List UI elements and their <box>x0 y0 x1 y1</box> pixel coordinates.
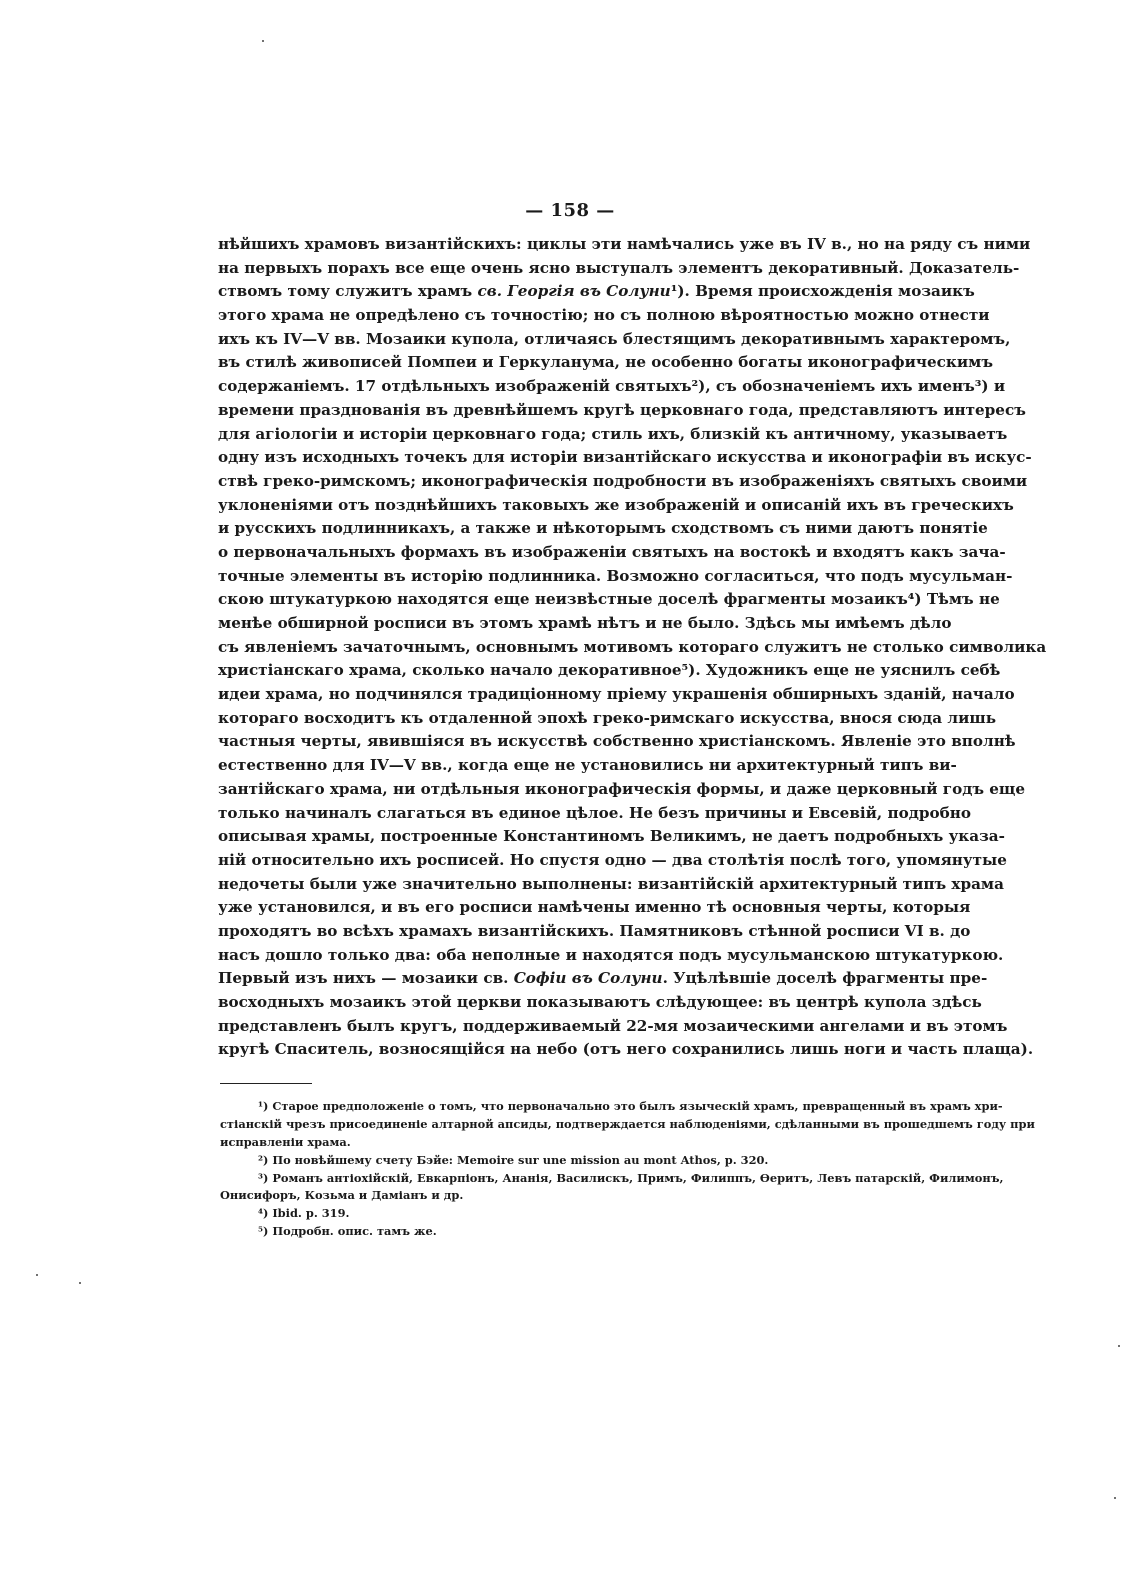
text-line: проходятъ во всѣхъ храмахъ византійскихъ. Памятниковъ стѣнной росписи VI в. до <box>218 921 971 940</box>
text-line: восходныхъ мозаикъ этой церкви показываютъ слѣдующее: въ центрѣ купола здѣсь <box>218 993 982 1011</box>
text-line: съ явленіемъ зачаточнымъ, основнымъ мотивомъ котораго служитъ не столько символика <box>218 637 1047 656</box>
text-line: ихъ къ IV—V вв. Мозаики купола, отличаясь блестящимъ декоративнымъ характеромъ, <box>218 329 1011 348</box>
text-line: описывая храмы, построенные Константиномъ Великимъ, не даетъ подробныхъ указа- <box>218 827 1005 846</box>
text-line: содержаніемъ. 17 отдѣльныхъ изображеній святыхъ²), съ обозначеніемъ ихъ именъ³) и <box>218 377 1006 396</box>
scan-speck <box>1114 1497 1116 1499</box>
text-fragment: ¹). Время происхожденія мозаикъ <box>670 282 975 301</box>
main-text <box>218 233 1047 1062</box>
text-fragment: . Уцѣлѣвшіе доселѣ фрагменты пре- <box>662 969 988 988</box>
text-line: на первыхъ порахъ все еще очень ясно выступалъ элементъ декоративный. Доказатель- <box>218 258 1020 277</box>
text-line: менѣе обширной росписи въ этомъ храмѣ нѣтъ и не было. Здѣсь мы имѣемъ дѣло <box>218 614 952 632</box>
text-line <box>218 967 988 991</box>
text-line: недочеты были уже значительно выполнены: византійскій архитектурный типъ храма <box>218 874 1004 893</box>
text-line: котораго восходитъ къ отдаленной эпохѣ греко-римскаго искусства, внося сюда лишь <box>218 708 997 727</box>
text-line: о первоначальныхъ формахъ въ изображеніи святыхъ на востокѣ и входятъ какъ зача- <box>218 542 1006 561</box>
text-line: для агіологіи и исторіи церковнаго года; стиль ихъ, близкій къ античному, указываетъ <box>218 424 1008 443</box>
text-line: времени празднованія въ древнѣйшемъ кругѣ церковнаго года, представляютъ интересъ <box>218 400 1026 419</box>
text-fragment: ствомъ тому служитъ храмъ <box>218 282 478 301</box>
text-line: идеи храма, но подчинялся традиціонному пріему украшенія обширныхъ зданій, начало <box>218 685 1015 704</box>
text-line: уже установился, и въ его росписи намѣчены именно тѣ основныя черты, которыя <box>218 898 971 917</box>
text-line: скою штукатуркою находятся еще неизвѣстные доселѣ фрагменты мозаикъ⁴) Тѣмъ не <box>218 590 1000 609</box>
footnotes <box>220 1098 1035 1241</box>
scan-speck <box>79 1282 81 1284</box>
text-line: естественно для IV—V вв., когда еще не установились ни архитектурный типъ ви- <box>218 756 957 775</box>
footnote-3: ³) Романъ антіохійскій, Евкарпіонъ, Ананія, Василискъ, Примъ, Филиппъ, Ѳеритъ, Левъ патарскій, Филимонъ, <box>258 1170 1004 1185</box>
footnote-divider <box>220 1083 312 1084</box>
italic-name-sofia: Софіи въ Солуни <box>513 969 663 988</box>
text-line: ствѣ греко-римскомъ; иконографическія подробности въ изображеніяхъ святыхъ своими <box>218 471 1028 490</box>
text-line: точные элементы въ исторію подлинника. Возможно согласиться, что подъ мусульман- <box>218 566 1013 585</box>
footnote-2: ²) По новѣйшему счету Бэйе: Memoire sur une mission au mont Athos, p. 320. <box>258 1152 769 1167</box>
text-line: этого храма не опредѣлено съ точностію; но съ полною вѣроятностью можно отнести <box>218 306 990 325</box>
text-line: частныя черты, явившіяся въ искусствѣ собственно христіанскомъ. Явленіе это вполнѣ <box>218 732 1016 751</box>
footnote-4: ⁴) Ibid. p. 319. <box>258 1206 350 1221</box>
text-line: одну изъ исходныхъ точекъ для исторіи византійскаго искусства и иконографіи въ искус- <box>218 448 1032 467</box>
text-fragment: Первый изъ нихъ — мозаики св. <box>218 969 514 988</box>
footnote-3-cont: Онисифоръ, Козьма и Даміанъ и др. <box>220 1188 464 1203</box>
footnote-1: ¹) Старое предположеніе о томъ, что первоначально это былъ языческій храмъ, превращенный въ храмъ хри- <box>258 1099 1003 1113</box>
text-line: уклоненіями отъ позднѣйшихъ таковыхъ же изображеній и описаній ихъ въ греческихъ <box>218 495 1014 514</box>
text-line: только начиналъ слагаться въ единое цѣлое. Не безъ причины и Евсевій, подробно <box>218 803 971 822</box>
text-line: христіанскаго храма, сколько начало декоративное⁵). Художникъ еще не уяснилъ себѣ <box>218 661 1001 680</box>
text-line <box>218 280 975 304</box>
footnote-1-cont: исправленіи храма. <box>220 1134 351 1149</box>
scan-speck <box>36 1274 38 1276</box>
text-line: и русскихъ подлинникахъ, а также и нѣкоторымъ сходствомъ съ ними даютъ понятіе <box>218 519 988 538</box>
scan-speck <box>262 40 264 42</box>
italic-name-georgia: св. Георгія въ Солуни <box>477 282 671 301</box>
page-number: — 158 — <box>525 200 615 221</box>
footnote-1-cont: стіанскій чрезъ присоединеніе алтарной апсиды, подтверждается наблюденіями, сдѣланными въ прошедшемъ году при <box>220 1116 1035 1131</box>
text-line: въ стилѣ живописей Помпеи и Геркуланума, не особенно богаты иконографическимъ <box>218 353 993 372</box>
text-line: насъ дошло только два: оба неполные и находятся подъ мусульманскою штукатуркою. <box>218 945 1004 964</box>
text-line: зантійскаго храма, ни отдѣльныя иконографическія формы, и даже церковный годъ еще <box>218 779 1026 798</box>
text-line: представленъ былъ кругъ, поддерживаемый 22-мя мозаическими ангелами и въ этомъ <box>218 1016 1008 1035</box>
footnote-5: ⁵) Подробн. опис. тамъ же. <box>258 1224 437 1239</box>
text-line: кругѣ Спаситель, возносящійся на небо (отъ него сохранились лишь ноги и часть плаща). <box>218 1040 1034 1059</box>
text-line: ній относительно ихъ росписей. Но спустя одно — два столѣтія послѣ того, упомянутые <box>218 850 1007 869</box>
scan-speck <box>1118 1345 1120 1347</box>
text-line: нѣйшихъ храмовъ византійскихъ: циклы эти намѣчались уже въ IV в., но на ряду съ ними <box>218 235 1031 253</box>
